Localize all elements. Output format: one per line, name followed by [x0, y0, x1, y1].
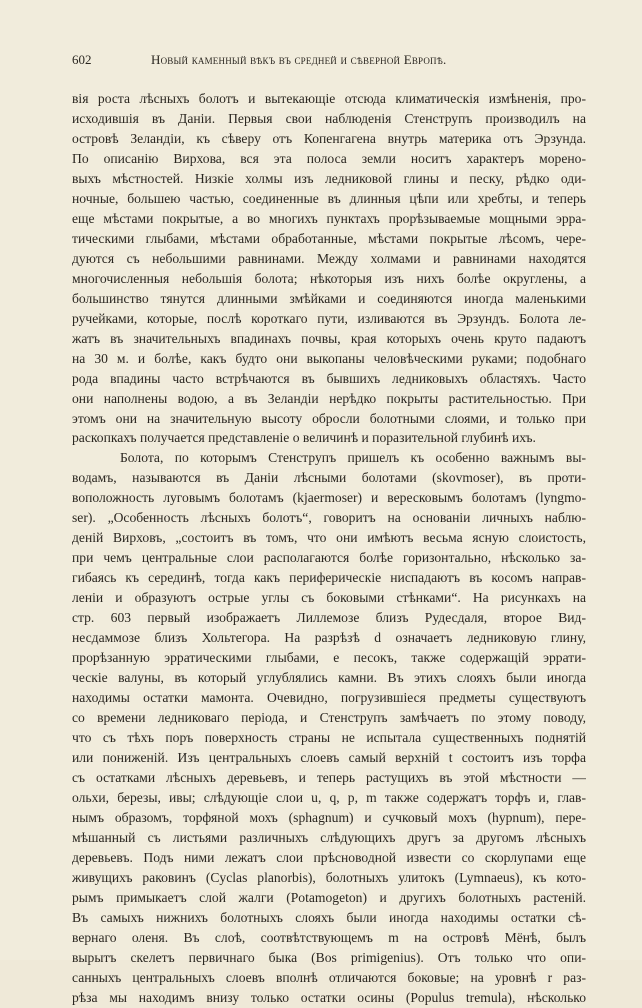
text-line: воположность луговымъ болотамъ (kjaermoser) и вересковымъ болотамъ (lyngmo-: [72, 490, 586, 506]
running-title: Новый каменный вѣкъ въ средней и сѣверной Европѣ.: [151, 52, 447, 67]
text-line: леніи и образуютъ острые углы съ боковыми стѣнками“. На рисункахъ на: [72, 590, 586, 606]
text-line: рѣза мы находимъ внизу только остатки осины (Populus tremula), нѣсколько: [72, 989, 586, 1005]
text-line: съ остатками лѣсныхъ деревьевъ, и теперь растущихъ въ этой мѣстности —: [72, 769, 586, 785]
text-line: По описанію Вирхова, вся эта полоса земли носитъ характеръ морено-: [72, 150, 586, 166]
text-line: ночные, большею частью, соединенные въ длинныя цѣпи или хребты, и теперь: [72, 190, 586, 206]
text-line: несдаммозе близъ Хольтегора. На разрѣзѣ d означаетъ ледниковую глину,: [72, 630, 586, 646]
text-line: на 30 м. и болѣе, какъ будто они выкопаны человѣческими руками; подобнаго: [72, 350, 586, 366]
text-line: деній Вирховъ, „состоитъ въ томъ, что они имѣютъ весьма ясную слоистость,: [72, 530, 586, 546]
text-line: гибаясь къ серединѣ, тогда какъ периферическіе ниспадаютъ въ косомъ направ-: [72, 570, 586, 586]
text-line: жатъ въ значительныхъ впадинахъ почвы, края которыхъ очень круто падаютъ: [72, 330, 586, 346]
text-line: вырытъ скелетъ первичнаго быка (Bos primigenius). Отъ только что опи-: [72, 949, 586, 965]
text-line: со времени ледниковаго періода, и Стенструпъ замѣчаетъ по этому поводу,: [72, 710, 586, 726]
text-line: стр. 603 первый изображаетъ Лиллемозе близъ Рудесдаля, второе Вид-: [72, 610, 586, 626]
running-head: [72, 52, 586, 70]
text-line: тическими глыбами, мѣстами обработанные, мѣстами покрытые лѣсомъ, чере-: [72, 230, 586, 246]
text-line: деревьевъ. Подъ ними лежатъ слои прѣсноводной извести со скорлупами еще: [72, 849, 586, 865]
text-line: при чемъ центральные слои располагаются болѣе горизонтально, нѣсколько за-: [72, 550, 586, 566]
text-line: многочисленныя небольшія болота; нѣкоторыя изъ нихъ болѣе округлены, а: [72, 270, 586, 286]
text-line-paragraph-start: Болота, по которымъ Стенструпъ пришелъ къ особенно важнымъ вы-: [120, 450, 586, 466]
text-line: этомъ они на значительную высоту обросли болотными слоями, и только при: [72, 410, 586, 426]
text-line: исходившія въ Даніи. Первыя свои наблюденія Стенструпъ производилъ на: [72, 110, 586, 126]
text-line: или пониженій. Изъ центральныхъ слоевъ самый верхній t состоитъ изъ торфа: [72, 749, 586, 765]
text-line: рода впадины часто встрѣчаются въ бывшихъ ледниковыхъ областяхъ. Часто: [72, 370, 586, 386]
text-line: живущихъ раковинъ (Cyclas planorbis), болотныхъ улитокъ (Lymnaeus), къ кото-: [72, 869, 586, 885]
text-line: еще мѣстами покрытые, а во многихъ пунктахъ прорѣзываемые мощными эрра-: [72, 210, 586, 226]
text-line: Въ самыхъ нижнихъ болотныхъ слояхъ были иногда находимы остатки сѣ-: [72, 909, 586, 925]
text-line: ческіе валуны, въ который углублялись камни. Въ этихъ слояхъ были иногда: [72, 670, 586, 686]
text-line: они наполнены водою, а въ Зеландіи нерѣдко покрыты растительностью. При: [72, 390, 586, 406]
text-line: ольхи, березы, ивы; слѣдующіе слои u, q, p, m также содержатъ торфъ и, глав-: [72, 789, 586, 805]
text-line: нымъ образомъ, торфяной мохъ (sphagnum) и сучковый мохъ (hypnum), пере-: [72, 809, 586, 825]
text-line: санныхъ центральныхъ слоевъ вполнѣ отличаются боковые; на уровнѣ r раз-: [72, 969, 586, 985]
body-text: [72, 89, 586, 1008]
text-line: что съ тѣхъ поръ поверхность страны не испытала существенныхъ поднятій: [72, 730, 586, 745]
text-line: мѣшанный съ листьями различныхъ слѣдующихъ другъ за другомъ лѣсныхъ: [72, 829, 586, 845]
text-line: большинство тянутся длинными змѣйками и соединяются иногда маленькими: [72, 290, 586, 306]
text-line: рымъ примыкаетъ слой жалги (Potamogeton) и другихъ болотныхъ растеній.: [72, 889, 586, 905]
text-line: ser). „Особенность лѣсныхъ болотъ“, говоритъ на основаніи личныхъ наблю-: [72, 510, 586, 526]
text-line: выхъ мѣстностей. Низкіе холмы изъ ледниковой глины и песку, рѣдко оди-: [72, 170, 586, 186]
text-line: водамъ, называются въ Даніи лѣсными болотами (skovmoser), въ проти-: [72, 470, 586, 486]
text-line: вернаго оленя. Въ слоѣ, соотвѣтствующемъ m на островѣ Мёнѣ, былъ: [72, 929, 586, 945]
text-line: вія роста лѣсныхъ болотъ и вытекающіе отсюда климатическія измѣненія, про-: [72, 91, 586, 106]
text-line: находимы остатки мамонта. Очевидно, погрузившіеся предметы существуютъ: [72, 690, 586, 706]
text-line: ручейками, которые, послѣ короткаго пути, изливаются въ Эрзундъ. Болота ле-: [72, 310, 586, 326]
text-line: раскопкахъ получается представленіе о величинѣ и поразительной глубинѣ ихъ.: [72, 430, 536, 446]
text-line: островѣ Зеландіи, къ сѣверу отъ Копенгагена внутрь материка отъ Эрзунда.: [72, 130, 586, 146]
text-line: прорѣзанную эрратическими глыбами, e песокъ, также содержащій эррати-: [72, 650, 586, 666]
page-number: 602: [72, 52, 92, 67]
text-line: дуются съ небольшими равнинами. Между холмами и равнинами находятся: [72, 250, 586, 266]
